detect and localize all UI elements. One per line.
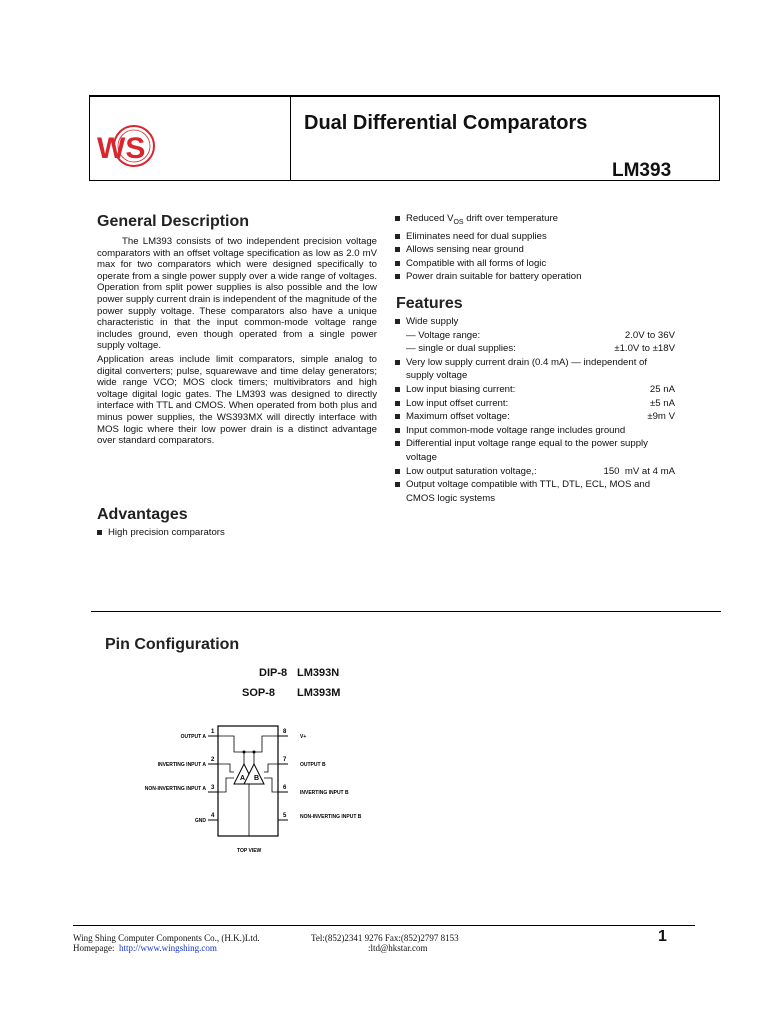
footer-rule	[73, 925, 695, 926]
pinout-diagram	[130, 718, 370, 858]
general-description-heading: General Description	[97, 213, 250, 230]
header-top-rule	[89, 95, 720, 97]
list-item: Very low supply current drain (0.4 mA) — independent of supply voltage	[395, 356, 675, 383]
logo-text: WS	[97, 132, 146, 165]
part-number: LM393	[612, 160, 672, 181]
list-item: Output voltage compatible with TTL, DTL, ECL, MOS and CMOS logic systems	[395, 478, 675, 505]
list-item: Maximum offset voltage: ±9m V	[395, 410, 675, 424]
package-type-sop: SOP-8	[242, 687, 276, 699]
list-item: Low input offset current: ±5 nA	[395, 397, 675, 411]
list-item: Low output saturation voltage,: 150 mV at 4 mA	[395, 465, 675, 479]
pin-label: INVERTING INPUT A	[157, 762, 206, 768]
advantages-list	[97, 526, 377, 540]
pin-number: 5	[283, 813, 287, 819]
right-pin-labels	[300, 734, 362, 820]
list-item: Low input biasing current: 25 nA	[395, 383, 675, 397]
header-divider	[290, 95, 291, 181]
page-number: 1	[658, 928, 667, 945]
footer-homepage: Homepage: http://www.wingshing.com	[73, 943, 217, 953]
comparator-a-label: A	[240, 775, 246, 782]
pin-number: 4	[211, 813, 215, 819]
header-left-rule	[89, 95, 90, 181]
list-item: Compatible with all forms of logic	[395, 257, 695, 271]
ws-logo	[94, 120, 158, 172]
list-item: Eliminates need for dual supplies	[395, 230, 695, 244]
general-description-body	[97, 236, 377, 449]
pin-number: 3	[211, 785, 215, 791]
pin-number: 8	[283, 729, 287, 735]
features-list	[395, 315, 675, 505]
package-part-dip: LM393N	[297, 667, 340, 679]
list-item: Reduced $V_{OS}$ drift over temperature	[395, 212, 695, 230]
footer-company: Wing Shing Computer Components Co., (H.K.)Ltd.	[73, 933, 260, 943]
pin-label: NON-INVERTING INPUT A	[144, 786, 206, 792]
pin-label: OUTPUT B	[300, 762, 326, 768]
list-item: High precision comparators	[97, 526, 377, 540]
description-paragraph-2: Application areas include limit comparators, simple analog to digital converters; pulse, squarewave and time delay generators; wide range VCO; MOS clock timers; multivibrators and high voltage digital logic gates. The LM393 was designed to directly interface with TTL and CMOS. When operated from both plus and minus power supplies, the WS393MX will directly interface with MOS logic where their low power drain is a distinct advantage over standard comparators.	[97, 353, 377, 447]
pin-number: 6	[283, 785, 287, 791]
comparator-b-label: B	[254, 775, 260, 782]
features-heading: Features	[396, 295, 463, 312]
package-type-dip: DIP-8	[259, 667, 288, 679]
footer-tel-fax: Tel:(852)2341 9276 Fax:(852)2797 8153	[311, 933, 459, 943]
list-item: Wide supply — Voltage range: 2.0V to 36V — single or dual supplies: ±1.0V to ±18V	[395, 315, 675, 356]
document-title: Dual Differential Comparators	[304, 112, 588, 134]
section-divider	[91, 611, 721, 612]
advantages-heading: Advantages	[97, 506, 188, 523]
pin-label: NON-INVERTING INPUT B	[300, 814, 362, 820]
list-item: Allows sensing near ground	[395, 243, 695, 257]
pin-number: 7	[283, 757, 287, 763]
left-pin-labels	[145, 734, 207, 824]
homepage-link[interactable]: http://www.wingshing.com	[118, 943, 217, 953]
description-paragraph-1: The LM393 consists of two independent precision voltage comparators with an offset voltage specification as low as 2.0 mV max for two comparators which were designed specifically to operate from a single power supply over a wide range of voltages. Operation from split power supplies is also possible and the low power supply current drain is independent of the magnitude of the power supply voltage. These comparators also have a unique characteristic in that the input common-mode voltage range includes ground, even though operated from a single power supply voltage.	[97, 236, 377, 352]
pin-label: OUTPUT A	[180, 734, 206, 740]
list-item: Differential input voltage range equal to the power supply voltage	[395, 437, 675, 464]
package-part-sop: LM393M	[297, 687, 341, 699]
footer-email: :ltd@hkstar.com	[368, 943, 428, 953]
header-right-rule	[719, 95, 720, 181]
benefits-list	[395, 212, 695, 284]
pin-configuration-heading: Pin Configuration	[105, 636, 240, 653]
pin-number: 1	[211, 729, 215, 735]
list-item: Power drain suitable for battery operation	[395, 270, 695, 284]
pin-number: 2	[211, 757, 215, 763]
top-view-label: TOP VIEW	[237, 848, 262, 854]
pin-label: GND	[194, 818, 206, 824]
list-item: Input common-mode voltage range includes ground	[395, 424, 675, 438]
pin-label: V+	[300, 734, 307, 740]
pin-label: INVERTING INPUT B	[300, 790, 349, 796]
